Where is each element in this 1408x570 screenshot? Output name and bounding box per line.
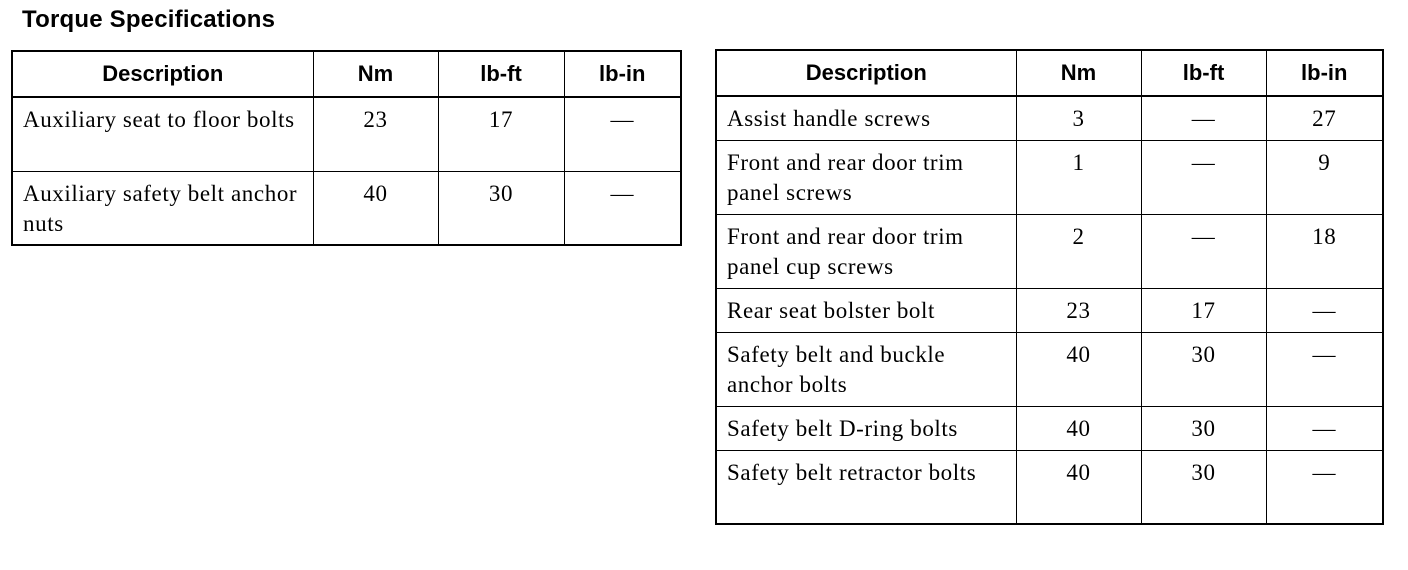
lbft-cell: 17 <box>438 97 564 171</box>
description-cell: Assist handle screws <box>716 96 1016 140</box>
lbft-cell: 30 <box>1141 450 1266 524</box>
header-lbin: lb-in <box>1266 50 1383 96</box>
table-row <box>12 97 681 171</box>
header-nm: Nm <box>313 51 438 97</box>
description-cell: Safety belt retractor bolts <box>716 450 1016 524</box>
table-row <box>716 140 1383 214</box>
table-row <box>12 171 681 245</box>
lbft-cell: — <box>1141 140 1266 214</box>
nm-cell: 40 <box>1016 406 1141 450</box>
lbin-cell: — <box>1266 450 1383 524</box>
torque-table-right <box>715 49 1384 525</box>
header-lbin: lb-in <box>564 51 681 97</box>
nm-cell: 40 <box>1016 450 1141 524</box>
lbin-cell: 27 <box>1266 96 1383 140</box>
nm-cell: 23 <box>313 97 438 171</box>
lbft-cell: — <box>1141 214 1266 288</box>
torque-table-left <box>11 50 682 246</box>
page-title: Torque Specifications <box>22 6 276 33</box>
header-description: Description <box>12 51 313 97</box>
lbft-cell: — <box>1141 96 1266 140</box>
table-row <box>716 332 1383 406</box>
description-cell: Rear seat bolster bolt <box>716 288 1016 332</box>
lbin-cell: — <box>1266 288 1383 332</box>
description-cell: Front and rear door trim panel cup screws <box>716 214 1016 288</box>
header-lbft: lb-ft <box>438 51 564 97</box>
description-cell: Front and rear door trim panel screws <box>716 140 1016 214</box>
lbin-cell: — <box>564 171 681 245</box>
description-cell: Auxiliary seat to floor bolts <box>12 97 313 171</box>
table-row <box>716 406 1383 450</box>
table-row <box>716 288 1383 332</box>
table-row <box>716 214 1383 288</box>
nm-cell: 1 <box>1016 140 1141 214</box>
table-row <box>716 96 1383 140</box>
lbft-cell: 30 <box>1141 406 1266 450</box>
header-description: Description <box>716 50 1016 96</box>
nm-cell: 3 <box>1016 96 1141 140</box>
header-row <box>716 50 1383 96</box>
description-cell: Safety belt D-ring bolts <box>716 406 1016 450</box>
lbin-cell: 18 <box>1266 214 1383 288</box>
header-nm: Nm <box>1016 50 1141 96</box>
lbft-cell: 30 <box>1141 332 1266 406</box>
nm-cell: 23 <box>1016 288 1141 332</box>
lbin-cell: 9 <box>1266 140 1383 214</box>
description-cell: Auxiliary safety belt anchor nuts <box>12 171 313 245</box>
lbin-cell: — <box>564 97 681 171</box>
nm-cell: 40 <box>1016 332 1141 406</box>
nm-cell: 2 <box>1016 214 1141 288</box>
description-cell: Safety belt and buckle anchor bolts <box>716 332 1016 406</box>
header-lbft: lb-ft <box>1141 50 1266 96</box>
table-row <box>716 450 1383 524</box>
nm-cell: 40 <box>313 171 438 245</box>
lbft-cell: 17 <box>1141 288 1266 332</box>
lbft-cell: 30 <box>438 171 564 245</box>
lbin-cell: — <box>1266 332 1383 406</box>
header-row <box>12 51 681 97</box>
lbin-cell: — <box>1266 406 1383 450</box>
